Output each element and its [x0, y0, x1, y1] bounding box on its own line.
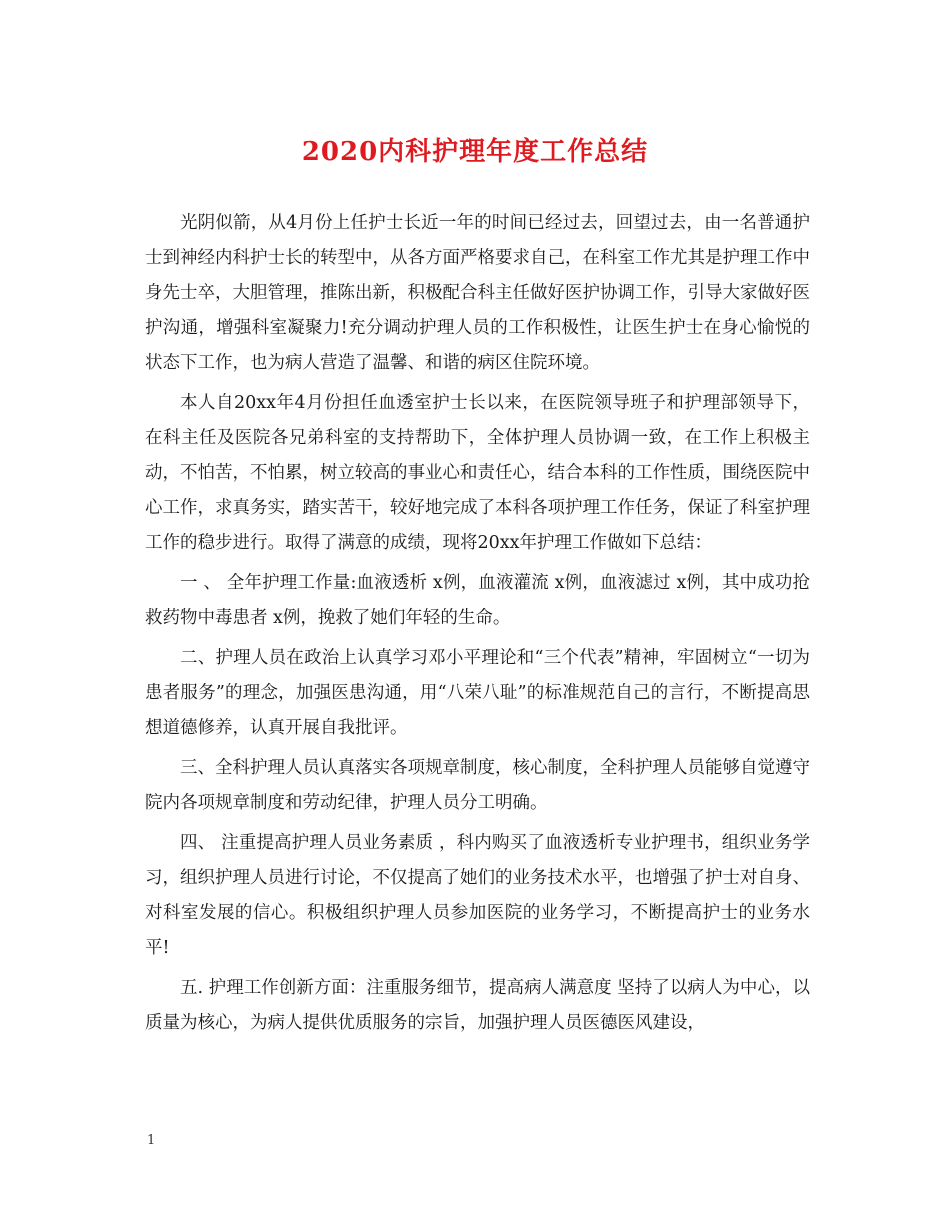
paragraph-item-1: 一 、 全年护理工作量:血液透析 x例，血液灌流 x例，血液滤过 x例，其中成功抢救药物中毒患者 x例，挽救了她们年轻的生命。: [145, 573, 810, 628]
paragraph-item-4: 四、 注重提高护理人员业务素质 ，科内购买了血液透析专业护理书，组织业务学习，组织护理人员进行讨论，不仅提高了她们的业务技术水平，也增强了护士对自身、对科室发展的信心。积极组织护理人员参加医院的业务学习，不断提高护士的业务水平!: [145, 833, 810, 958]
paragraph-item-3: 三、全科护理人员认真落实各项规章制度，核心制度，全科护理人员能够自觉遵守院内各项规章制度和劳动纪律，护理人员分工明确。: [145, 758, 810, 813]
paragraph-background: 本人自20xx年4月份担任血透室护士长以来，在医院领导班子和护理部领导下，在科主任及医院各兄弟科室的支持帮助下，全体护理人员协调一致，在工作上积极主动，不怕苦，不怕累，树立较高的事业心和责任心，结合本科的工作性质，围绕医院中心工作，求真务实，踏实苦干，较好地完成了本科各项护理工作任务，保证了科室护理工作的稳步进行。取得了满意的成绩，现将20xx年护理工作做如下总结：: [145, 393, 810, 553]
paragraph-item-5: 五. 护理工作创新方面：注重服务细节，提高病人满意度 坚持了以病人为中心，以质量为核心，为病人提供优质服务的宗旨，加强护理人员医德医风建设，: [145, 978, 810, 1033]
paragraph-item-2: 二、护理人员在政治上认真学习邓小平理论和“三个代表”精神，牢固树立“一切为患者服务”的理念，加强医患沟通，用“八荣八耻”的标准规范自己的言行，不断提高思想道德修养，认真开展自我批评。: [145, 648, 810, 738]
document-title: 2020内科护理年度工作总结: [301, 137, 649, 167]
document-body: [145, 206, 810, 1046]
paragraph-intro: 光阴似箭，从4月份上任护士长近一年的时间已经过去，回望过去，由一名普通护士到神经内科护士长的转型中，从各方面严格要求自己，在科室工作尤其是护理工作中身先士卒，大胆管理，推陈出新，积极配合科主任做好医护协调工作，引导大家做好医护沟通，增强科室凝聚力!充分调动护理人员的工作积极性，让医生护士在身心愉悦的状态下工作，也为病人营造了温馨、和谐的病区住院环境。: [145, 213, 810, 373]
page-number: 1: [147, 1133, 156, 1148]
